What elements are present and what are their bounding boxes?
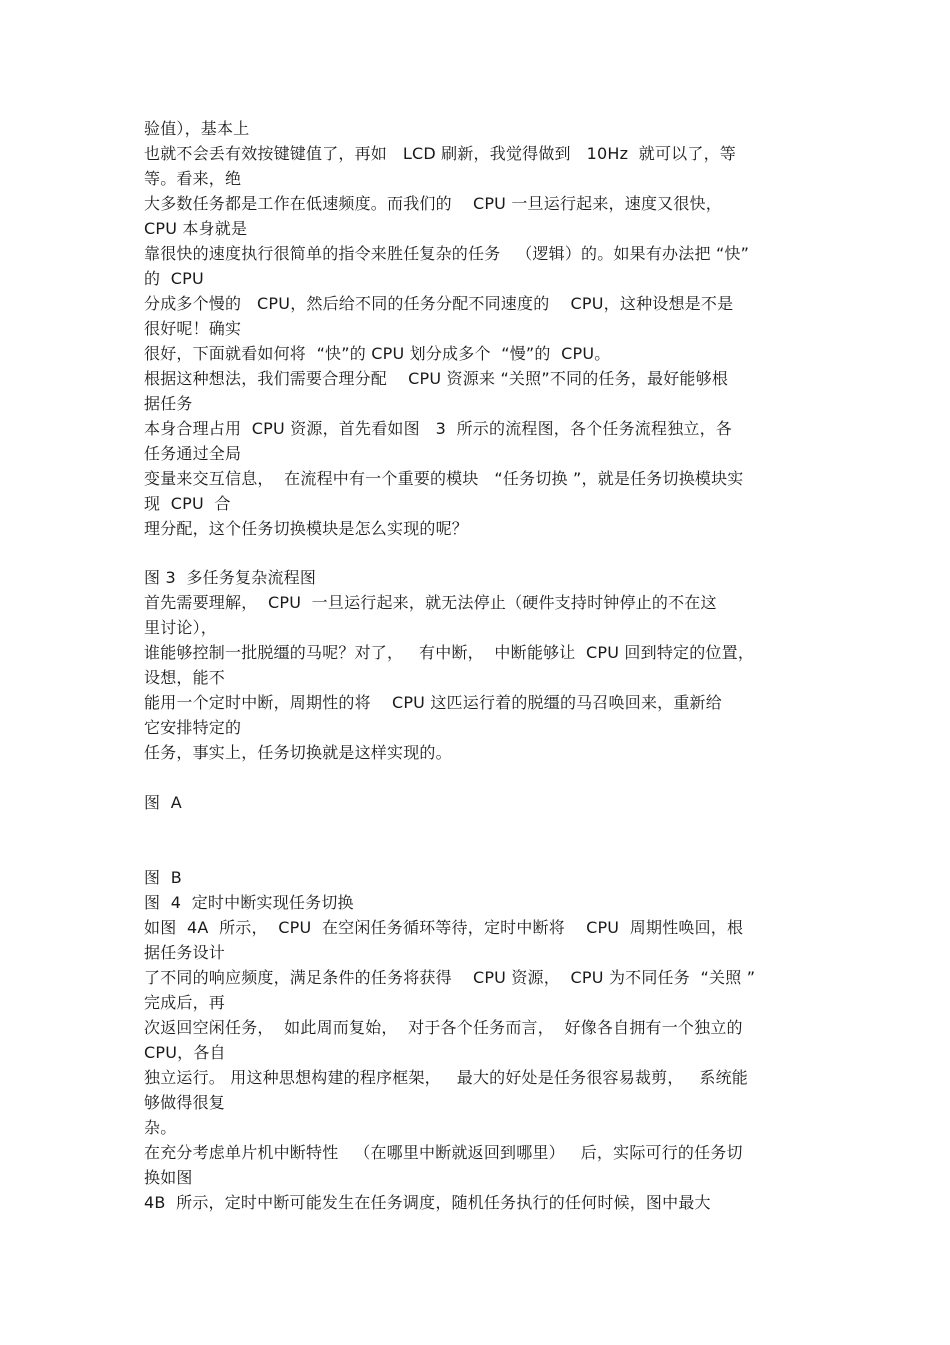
text-line: 理分配，这个任务切换模块是怎么实现的呢？ (144, 519, 469, 538)
text-line: 的 CPU (144, 269, 204, 288)
text-line: 本身合理占用 CPU 资源，首先看如图 3 所示的流程图，各个任务流程独立，各 (144, 419, 732, 438)
text-line: 如图 4A 所示， CPU 在空闲任务循环等待，定时中断将 CPU 周期性唤回，根 (144, 918, 744, 937)
figure-label: 图 B (144, 868, 182, 887)
text-line: 里讨论）， (144, 618, 218, 637)
text-line: 等。看来，绝 (144, 169, 242, 188)
text-line: 现 CPU 合 (144, 494, 231, 513)
text-line: 谁能够控制一批脱缰的马呢？对了， 有中断， 中断能够让 CPU 回到特定的位置， (144, 643, 755, 662)
text-line: 完成后，再 (144, 993, 226, 1012)
figure-caption: 图 4 定时中断实现任务切换 (144, 893, 354, 912)
text-line: 变量来交互信息， 在流程中有一个重要的模块 “任务切换 ”，就是任务切换模块实 (144, 469, 744, 488)
text-line: 据任务 (144, 394, 193, 413)
text-line: 根据这种想法，我们需要合理分配 CPU 资源来 “关照”不同的任务，最好能够根 (144, 369, 729, 388)
text-line: 设想，能不 (144, 668, 226, 687)
text-line: 够做得很复 (144, 1093, 226, 1112)
text-line: 任务，事实上，任务切换就是这样实现的。 (144, 743, 452, 762)
text-line: 据任务设计 (144, 943, 226, 962)
text-line: 4B 所示，定时中断可能发生在任务调度，随机任务执行的任何时候，图中最大 (144, 1193, 711, 1212)
text-line: 它安排特定的 (144, 718, 242, 737)
text-line: 独立运行。 用这种思想构建的程序框架， 最大的好处是任务很容易裁剪， 系统能 (144, 1068, 749, 1087)
figure-caption: 图 3 多任务复杂流程图 (144, 568, 317, 587)
text-line: 很好呢！确实 (144, 319, 242, 338)
text-line: 很好，下面就看如何将 “快”的 CPU 划分成多个 “慢”的 CPU。 (144, 344, 611, 363)
text-line: 能用一个定时中断，周期性的将 CPU 这匹运行着的脱缰的马召唤回来，重新给 (144, 693, 722, 712)
text-line: 次返回空闲任务， 如此周而复始， 对于各个任务而言， 好像各自拥有一个独立的 (144, 1018, 743, 1037)
text-line: 分成多个慢的 CPU，然后给不同的任务分配不同速度的 CPU，这种设想是不是 (144, 294, 734, 313)
text-line: CPU，各自 (144, 1043, 226, 1062)
text-line: 了不同的响应频度，满足条件的任务将获得 CPU 资源， CPU 为不同任务 “关照 ” (144, 968, 756, 987)
text-line: 杂。 (144, 1118, 177, 1137)
text-line: 靠很快的速度执行很简单的指令来胜任复杂的任务 （逻辑）的。如果有办法把 “快” (144, 244, 750, 263)
text-line: 也就不会丢有效按键键值了，再如 LCD 刷新，我觉得做到 10Hz 就可以了，等 (144, 144, 736, 163)
text-line: CPU 本身就是 (144, 219, 248, 238)
text-line: 验值），基本上 (144, 119, 250, 138)
text-line: 首先需要理解， CPU 一旦运行起来，就无法停止（硬件支持时钟停止的不在这 (144, 593, 717, 612)
figure-label: 图 A (144, 793, 182, 812)
text-line: 任务通过全局 (144, 444, 242, 463)
text-line: 在充分考虑单片机中断特性 （在哪里中断就返回到哪里） 后，实际可行的任务切 (144, 1143, 743, 1162)
text-line: 换如图 (144, 1168, 193, 1187)
text-line: 大多数任务都是工作在低速频度。而我们的 CPU 一旦运行起来，速度又很快， (144, 194, 722, 213)
